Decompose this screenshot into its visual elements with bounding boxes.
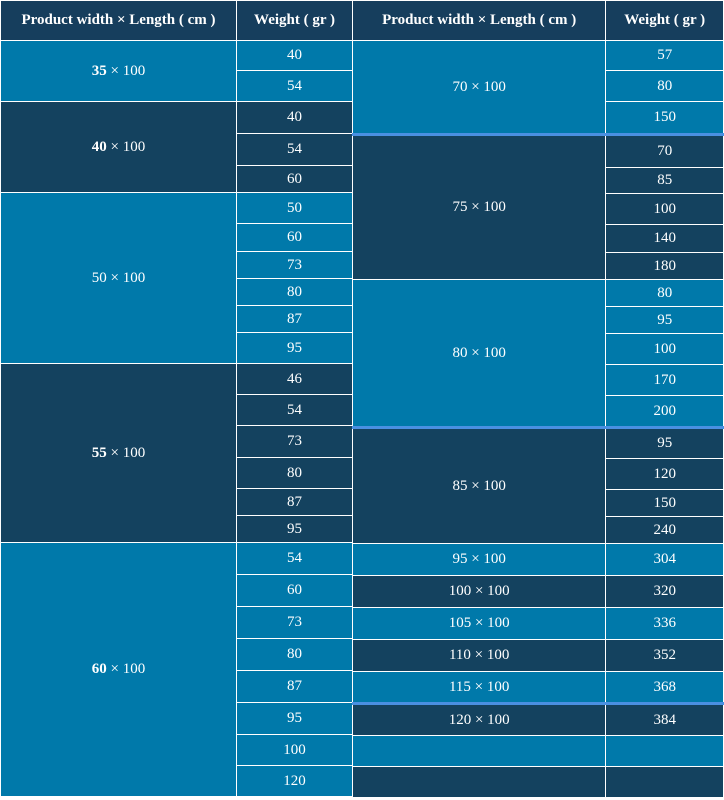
weight-cell: 54 — [237, 395, 353, 426]
size-cell-70: 70 × 100 — [353, 41, 606, 135]
weight-cell: 120 — [237, 766, 353, 797]
weight-cell: 170 — [606, 365, 724, 396]
size-cell-55: 55 × 100 — [1, 364, 237, 543]
size-cell-110: 110 × 100 — [353, 640, 606, 672]
weight-cell: 95 — [237, 333, 353, 364]
weight-cell: 384 — [606, 704, 724, 736]
weight-cell: 240 — [606, 517, 724, 544]
size-cell-80: 80 × 100 — [353, 280, 606, 428]
table-row — [1, 193, 353, 224]
weight-cell: 85 — [606, 168, 724, 194]
size-cell-35: 35 × 100 — [1, 41, 237, 102]
table-row — [353, 704, 724, 736]
table-row — [353, 640, 724, 672]
weight-cell: 100 — [237, 735, 353, 766]
table-row — [1, 41, 353, 71]
table-row — [353, 767, 724, 798]
weight-cell: 40 — [237, 41, 353, 71]
weight-cell: 57 — [606, 41, 724, 71]
weight-cell: 200 — [606, 396, 724, 428]
size-cell-120: 120 × 100 — [353, 704, 606, 736]
weight-cell: 60 — [237, 166, 353, 193]
weight-cell: 60 — [237, 224, 353, 252]
weight-cell: 54 — [237, 543, 353, 575]
weight-cell: 70 — [606, 135, 724, 168]
weight-cell: 368 — [606, 672, 724, 704]
weight-cell: 54 — [237, 134, 353, 166]
header-product-size: Product width × Length ( cm ) — [353, 1, 606, 41]
weight-cell: 80 — [606, 280, 724, 307]
size-cell-95: 95 × 100 — [353, 544, 606, 576]
header-weight: Weight ( gr ) — [237, 1, 353, 41]
weight-cell: 352 — [606, 640, 724, 672]
table-row — [353, 135, 724, 168]
table-row — [353, 736, 724, 767]
size-cell-100: 100 × 100 — [353, 576, 606, 608]
size-cell-85: 85 × 100 — [353, 428, 606, 544]
weight-cell: 140 — [606, 225, 724, 253]
weight-cell: 150 — [606, 490, 724, 517]
size-cell-115: 115 × 100 — [353, 672, 606, 704]
table-row — [1, 364, 353, 395]
table-row — [1, 543, 353, 575]
weight-cell: 80 — [606, 71, 724, 102]
header-weight: Weight ( gr ) — [606, 1, 724, 41]
weight-cell: 120 — [606, 459, 724, 490]
empty-cell — [606, 736, 724, 767]
table-row — [353, 280, 724, 307]
weight-cell: 87 — [237, 671, 353, 703]
table-row — [353, 576, 724, 608]
weight-cell: 95 — [237, 703, 353, 735]
weight-cell: 95 — [606, 428, 724, 459]
table-row — [353, 608, 724, 640]
table-row — [353, 41, 724, 71]
left-weight-table — [0, 0, 353, 797]
weight-cell: 73 — [237, 252, 353, 279]
weight-cell: 180 — [606, 253, 724, 280]
table-row — [1, 102, 353, 134]
weight-cell: 80 — [237, 279, 353, 306]
weight-cell: 60 — [237, 575, 353, 607]
size-cell-105: 105 × 100 — [353, 608, 606, 640]
table-row — [353, 672, 724, 704]
size-cell-40: 40 × 100 — [1, 102, 237, 193]
weight-cell: 50 — [237, 193, 353, 224]
weight-cell: 46 — [237, 364, 353, 395]
empty-cell — [353, 736, 606, 767]
right-weight-table — [352, 0, 724, 798]
weight-cell: 95 — [606, 307, 724, 334]
weight-cell: 100 — [606, 334, 724, 365]
weight-cell: 150 — [606, 102, 724, 135]
table-row — [353, 428, 724, 459]
size-cell-75: 75 × 100 — [353, 135, 606, 280]
weight-cell: 304 — [606, 544, 724, 576]
header-product-size: Product width × Length ( cm ) — [1, 1, 237, 41]
empty-cell — [353, 767, 606, 798]
weight-cell: 95 — [237, 516, 353, 543]
weight-cell: 336 — [606, 608, 724, 640]
size-cell-60: 60 × 100 — [1, 543, 237, 797]
weight-cell: 40 — [237, 102, 353, 134]
weight-cell: 80 — [237, 458, 353, 489]
weight-cell: 54 — [237, 71, 353, 102]
weight-cell: 100 — [606, 194, 724, 225]
empty-cell — [606, 767, 724, 798]
weight-cell: 87 — [237, 306, 353, 333]
weight-cell: 73 — [237, 426, 353, 458]
weight-cell: 80 — [237, 639, 353, 671]
size-cell-50: 50 × 100 — [1, 193, 237, 364]
weight-cell: 87 — [237, 489, 353, 516]
weight-cell: 320 — [606, 576, 724, 608]
table-row — [353, 544, 724, 576]
weight-cell: 73 — [237, 607, 353, 639]
